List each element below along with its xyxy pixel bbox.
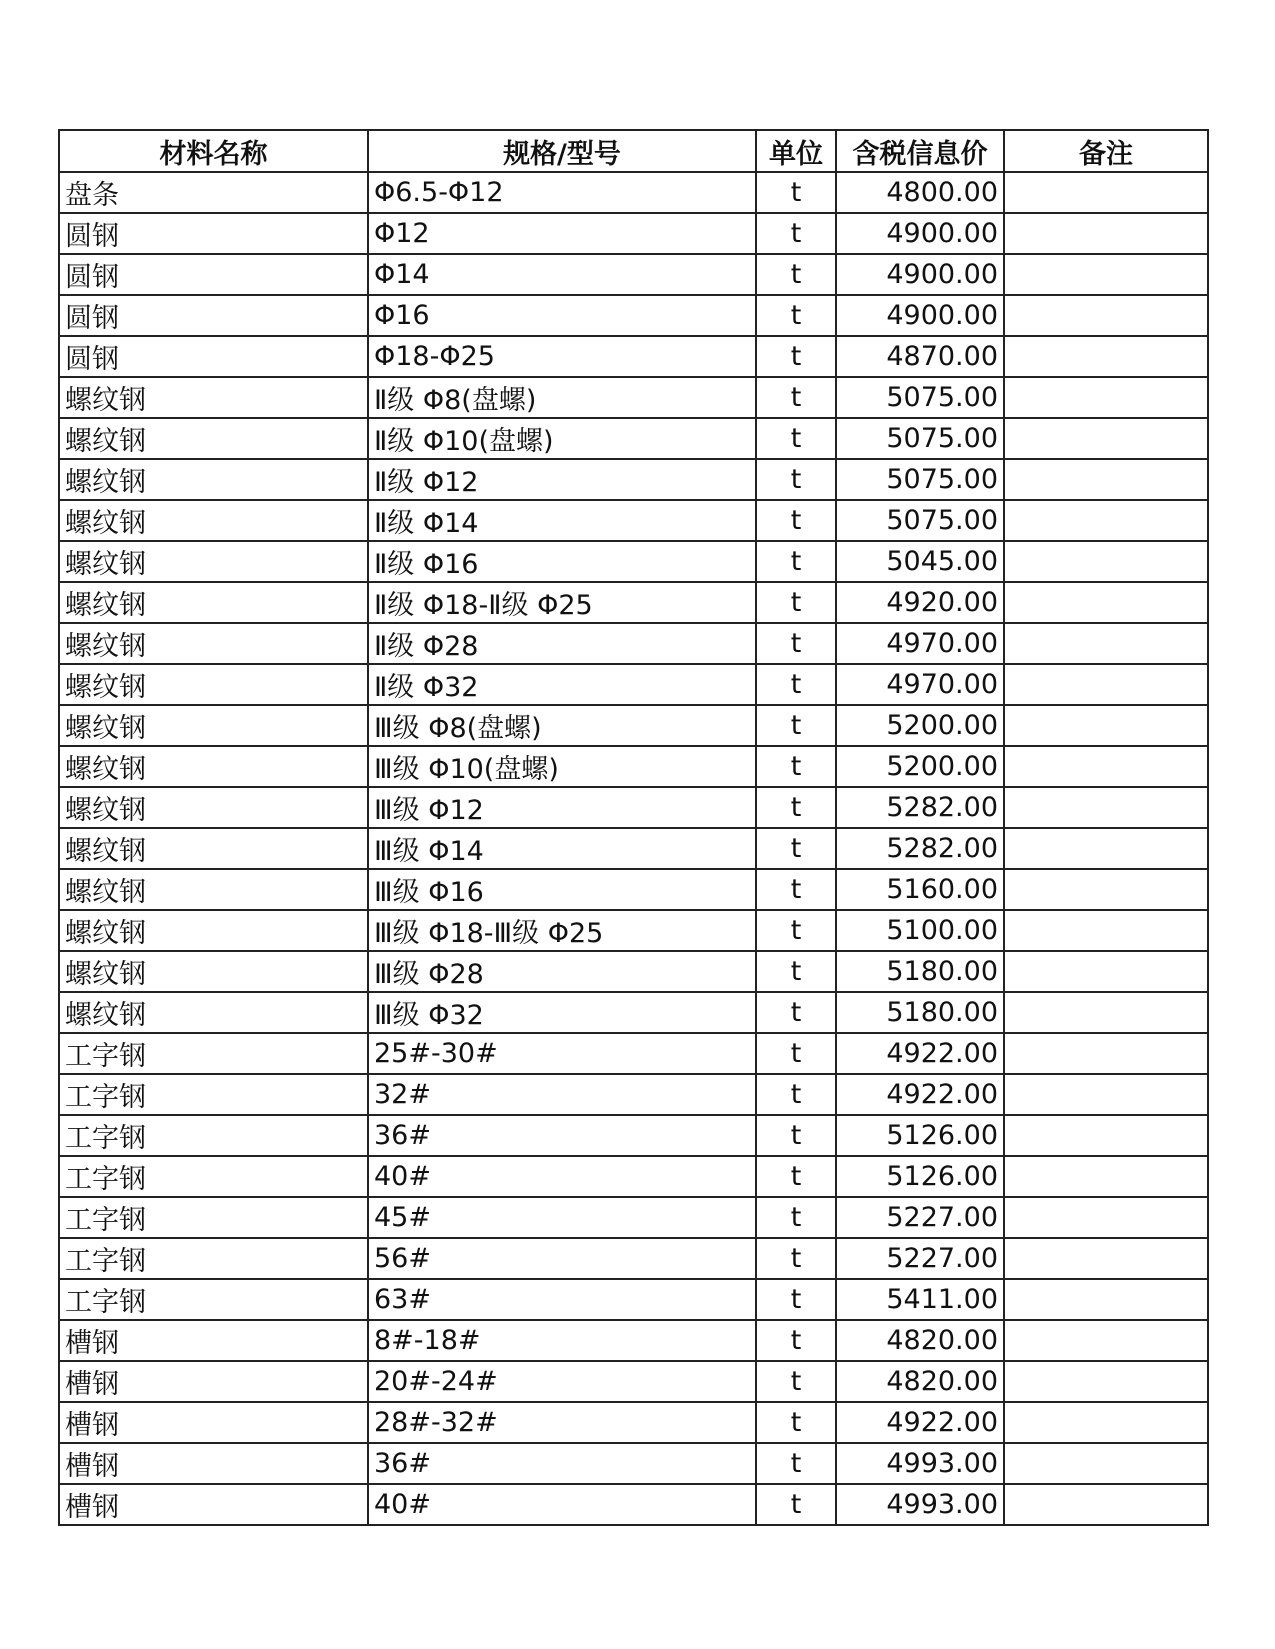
cell-spec-model: 20#-24# xyxy=(368,1361,756,1402)
cell-remarks xyxy=(1004,1279,1208,1320)
cell-price: 5045.00 xyxy=(836,541,1004,582)
cell-spec-model: 40# xyxy=(368,1156,756,1197)
cell-remarks xyxy=(1004,664,1208,705)
table-row xyxy=(59,951,1208,992)
cell-price: 5227.00 xyxy=(836,1238,1004,1279)
cell-unit: t xyxy=(756,459,836,500)
cell-material-name: 螺纹钢 xyxy=(59,459,368,500)
header-spec-model: 规格/型号 xyxy=(368,130,756,172)
cell-material-name: 圆钢 xyxy=(59,295,368,336)
cell-material-name: 槽钢 xyxy=(59,1320,368,1361)
cell-price: 4800.00 xyxy=(836,172,1004,213)
table-row xyxy=(59,705,1208,746)
header-unit: 单位 xyxy=(756,130,836,172)
table-row xyxy=(59,1197,1208,1238)
table-row xyxy=(59,1443,1208,1484)
table-row xyxy=(59,1279,1208,1320)
cell-material-name: 螺纹钢 xyxy=(59,828,368,869)
cell-remarks xyxy=(1004,1033,1208,1074)
cell-material-name: 槽钢 xyxy=(59,1361,368,1402)
cell-unit: t xyxy=(756,336,836,377)
cell-remarks xyxy=(1004,1361,1208,1402)
cell-price: 4820.00 xyxy=(836,1361,1004,1402)
cell-remarks xyxy=(1004,1197,1208,1238)
cell-price: 4922.00 xyxy=(836,1402,1004,1443)
table-row xyxy=(59,541,1208,582)
cell-material-name: 工字钢 xyxy=(59,1156,368,1197)
table-row xyxy=(59,746,1208,787)
cell-remarks xyxy=(1004,746,1208,787)
cell-price: 4993.00 xyxy=(836,1484,1004,1525)
cell-unit: t xyxy=(756,254,836,295)
cell-spec-model: 56# xyxy=(368,1238,756,1279)
cell-material-name: 螺纹钢 xyxy=(59,623,368,664)
table-row xyxy=(59,1115,1208,1156)
cell-unit: t xyxy=(756,1197,836,1238)
cell-material-name: 螺纹钢 xyxy=(59,500,368,541)
cell-price: 5160.00 xyxy=(836,869,1004,910)
table-row xyxy=(59,1361,1208,1402)
cell-unit: t xyxy=(756,951,836,992)
cell-spec-model: Ⅱ级 Φ10(盘螺) xyxy=(368,418,756,459)
cell-unit: t xyxy=(756,910,836,951)
cell-unit: t xyxy=(756,1156,836,1197)
cell-unit: t xyxy=(756,582,836,623)
table-row xyxy=(59,1156,1208,1197)
cell-spec-model: Φ6.5-Φ12 xyxy=(368,172,756,213)
cell-unit: t xyxy=(756,1115,836,1156)
cell-unit: t xyxy=(756,1279,836,1320)
cell-remarks xyxy=(1004,377,1208,418)
cell-price: 4870.00 xyxy=(836,336,1004,377)
table-row xyxy=(59,336,1208,377)
cell-material-name: 螺纹钢 xyxy=(59,869,368,910)
cell-spec-model: Ⅲ级 Φ28 xyxy=(368,951,756,992)
header-remarks: 备注 xyxy=(1004,130,1208,172)
cell-price: 4993.00 xyxy=(836,1443,1004,1484)
cell-material-name: 螺纹钢 xyxy=(59,746,368,787)
cell-price: 5126.00 xyxy=(836,1115,1004,1156)
cell-price: 5180.00 xyxy=(836,992,1004,1033)
cell-unit: t xyxy=(756,1402,836,1443)
cell-spec-model: Ⅲ级 Φ14 xyxy=(368,828,756,869)
cell-remarks xyxy=(1004,1443,1208,1484)
cell-spec-model: Ⅱ级 Φ12 xyxy=(368,459,756,500)
cell-remarks xyxy=(1004,1238,1208,1279)
cell-price: 4920.00 xyxy=(836,582,1004,623)
cell-price: 4970.00 xyxy=(836,623,1004,664)
table-row xyxy=(59,418,1208,459)
cell-material-name: 螺纹钢 xyxy=(59,705,368,746)
table-row xyxy=(59,295,1208,336)
cell-material-name: 盘条 xyxy=(59,172,368,213)
cell-spec-model: Φ14 xyxy=(368,254,756,295)
cell-unit: t xyxy=(756,1033,836,1074)
cell-unit: t xyxy=(756,213,836,254)
cell-remarks xyxy=(1004,541,1208,582)
table-row xyxy=(59,623,1208,664)
cell-price: 5282.00 xyxy=(836,828,1004,869)
cell-unit: t xyxy=(756,828,836,869)
cell-remarks xyxy=(1004,418,1208,459)
price-table xyxy=(58,129,1209,1526)
cell-unit: t xyxy=(756,705,836,746)
cell-remarks xyxy=(1004,1115,1208,1156)
cell-unit: t xyxy=(756,1484,836,1525)
cell-price: 5075.00 xyxy=(836,377,1004,418)
cell-spec-model: 32# xyxy=(368,1074,756,1115)
cell-material-name: 圆钢 xyxy=(59,213,368,254)
cell-remarks xyxy=(1004,828,1208,869)
cell-spec-model: Φ12 xyxy=(368,213,756,254)
cell-price: 5075.00 xyxy=(836,500,1004,541)
cell-price: 5200.00 xyxy=(836,746,1004,787)
cell-material-name: 槽钢 xyxy=(59,1443,368,1484)
cell-remarks xyxy=(1004,869,1208,910)
cell-unit: t xyxy=(756,1238,836,1279)
cell-material-name: 工字钢 xyxy=(59,1197,368,1238)
cell-material-name: 工字钢 xyxy=(59,1279,368,1320)
header-tax-inclusive-price: 含税信息价 xyxy=(836,130,1004,172)
cell-price: 4900.00 xyxy=(836,254,1004,295)
cell-price: 4900.00 xyxy=(836,295,1004,336)
cell-material-name: 螺纹钢 xyxy=(59,582,368,623)
cell-unit: t xyxy=(756,172,836,213)
cell-price: 4900.00 xyxy=(836,213,1004,254)
table-row xyxy=(59,500,1208,541)
cell-spec-model: 28#-32# xyxy=(368,1402,756,1443)
table-row xyxy=(59,910,1208,951)
cell-price: 5075.00 xyxy=(836,418,1004,459)
cell-spec-model: 8#-18# xyxy=(368,1320,756,1361)
cell-material-name: 螺纹钢 xyxy=(59,992,368,1033)
table-row xyxy=(59,1484,1208,1525)
cell-remarks xyxy=(1004,1074,1208,1115)
cell-material-name: 圆钢 xyxy=(59,336,368,377)
cell-price: 4820.00 xyxy=(836,1320,1004,1361)
cell-spec-model: Φ16 xyxy=(368,295,756,336)
table-row xyxy=(59,254,1208,295)
table-row xyxy=(59,172,1208,213)
cell-unit: t xyxy=(756,1443,836,1484)
cell-remarks xyxy=(1004,336,1208,377)
table-row xyxy=(59,582,1208,623)
cell-unit: t xyxy=(756,541,836,582)
table-row xyxy=(59,664,1208,705)
cell-material-name: 槽钢 xyxy=(59,1402,368,1443)
table-row xyxy=(59,1238,1208,1279)
cell-spec-model: Φ18-Φ25 xyxy=(368,336,756,377)
cell-material-name: 圆钢 xyxy=(59,254,368,295)
cell-remarks xyxy=(1004,992,1208,1033)
cell-unit: t xyxy=(756,418,836,459)
cell-remarks xyxy=(1004,787,1208,828)
cell-spec-model: Ⅱ级 Φ28 xyxy=(368,623,756,664)
cell-spec-model: Ⅱ级 Φ18-Ⅱ级 Φ25 xyxy=(368,582,756,623)
cell-unit: t xyxy=(756,623,836,664)
table-row xyxy=(59,869,1208,910)
cell-spec-model: Ⅲ级 Φ8(盘螺) xyxy=(368,705,756,746)
cell-spec-model: Ⅱ级 Φ32 xyxy=(368,664,756,705)
cell-price: 5126.00 xyxy=(836,1156,1004,1197)
table-row xyxy=(59,787,1208,828)
cell-price: 5180.00 xyxy=(836,951,1004,992)
cell-spec-model: 36# xyxy=(368,1443,756,1484)
cell-price: 5075.00 xyxy=(836,459,1004,500)
cell-unit: t xyxy=(756,295,836,336)
cell-unit: t xyxy=(756,1074,836,1115)
table-row xyxy=(59,213,1208,254)
cell-price: 5100.00 xyxy=(836,910,1004,951)
cell-material-name: 工字钢 xyxy=(59,1238,368,1279)
cell-spec-model: Ⅲ级 Φ12 xyxy=(368,787,756,828)
cell-material-name: 工字钢 xyxy=(59,1074,368,1115)
cell-remarks xyxy=(1004,172,1208,213)
cell-material-name: 螺纹钢 xyxy=(59,787,368,828)
cell-material-name: 螺纹钢 xyxy=(59,541,368,582)
cell-spec-model: 36# xyxy=(368,1115,756,1156)
cell-material-name: 槽钢 xyxy=(59,1484,368,1525)
cell-material-name: 工字钢 xyxy=(59,1115,368,1156)
cell-remarks xyxy=(1004,1402,1208,1443)
cell-remarks xyxy=(1004,1320,1208,1361)
table-body xyxy=(59,172,1208,1525)
cell-remarks xyxy=(1004,582,1208,623)
cell-material-name: 工字钢 xyxy=(59,1033,368,1074)
table-row xyxy=(59,1074,1208,1115)
table-row xyxy=(59,377,1208,418)
cell-spec-model: Ⅱ级 Φ16 xyxy=(368,541,756,582)
cell-material-name: 螺纹钢 xyxy=(59,910,368,951)
table-row xyxy=(59,992,1208,1033)
cell-material-name: 螺纹钢 xyxy=(59,418,368,459)
cell-spec-model: 40# xyxy=(368,1484,756,1525)
cell-price: 4922.00 xyxy=(836,1033,1004,1074)
cell-remarks xyxy=(1004,1156,1208,1197)
cell-remarks xyxy=(1004,951,1208,992)
cell-unit: t xyxy=(756,377,836,418)
table-row xyxy=(59,828,1208,869)
cell-unit: t xyxy=(756,787,836,828)
table-row xyxy=(59,1402,1208,1443)
cell-spec-model: 45# xyxy=(368,1197,756,1238)
cell-remarks xyxy=(1004,1484,1208,1525)
cell-price: 5200.00 xyxy=(836,705,1004,746)
cell-price: 5282.00 xyxy=(836,787,1004,828)
cell-remarks xyxy=(1004,295,1208,336)
cell-price: 5227.00 xyxy=(836,1197,1004,1238)
cell-remarks xyxy=(1004,254,1208,295)
cell-price: 5411.00 xyxy=(836,1279,1004,1320)
table-row xyxy=(59,1320,1208,1361)
table-row xyxy=(59,459,1208,500)
cell-spec-model: Ⅲ级 Φ18-Ⅲ级 Φ25 xyxy=(368,910,756,951)
cell-price: 4970.00 xyxy=(836,664,1004,705)
cell-spec-model: 63# xyxy=(368,1279,756,1320)
cell-remarks xyxy=(1004,500,1208,541)
table-row xyxy=(59,1033,1208,1074)
cell-unit: t xyxy=(756,664,836,705)
cell-remarks xyxy=(1004,623,1208,664)
cell-spec-model: 25#-30# xyxy=(368,1033,756,1074)
cell-spec-model: Ⅱ级 Φ8(盘螺) xyxy=(368,377,756,418)
header-row xyxy=(59,130,1208,172)
cell-spec-model: Ⅱ级 Φ14 xyxy=(368,500,756,541)
cell-spec-model: Ⅲ级 Φ16 xyxy=(368,869,756,910)
cell-material-name: 螺纹钢 xyxy=(59,951,368,992)
cell-spec-model: Ⅲ级 Φ32 xyxy=(368,992,756,1033)
cell-remarks xyxy=(1004,910,1208,951)
cell-unit: t xyxy=(756,500,836,541)
cell-remarks xyxy=(1004,705,1208,746)
cell-remarks xyxy=(1004,459,1208,500)
cell-material-name: 螺纹钢 xyxy=(59,664,368,705)
cell-spec-model: Ⅲ级 Φ10(盘螺) xyxy=(368,746,756,787)
cell-material-name: 螺纹钢 xyxy=(59,377,368,418)
cell-remarks xyxy=(1004,213,1208,254)
header-material-name: 材料名称 xyxy=(59,130,368,172)
table-header xyxy=(59,130,1208,172)
cell-unit: t xyxy=(756,869,836,910)
cell-unit: t xyxy=(756,992,836,1033)
cell-unit: t xyxy=(756,1361,836,1402)
cell-unit: t xyxy=(756,1320,836,1361)
cell-unit: t xyxy=(756,746,836,787)
cell-price: 4922.00 xyxy=(836,1074,1004,1115)
